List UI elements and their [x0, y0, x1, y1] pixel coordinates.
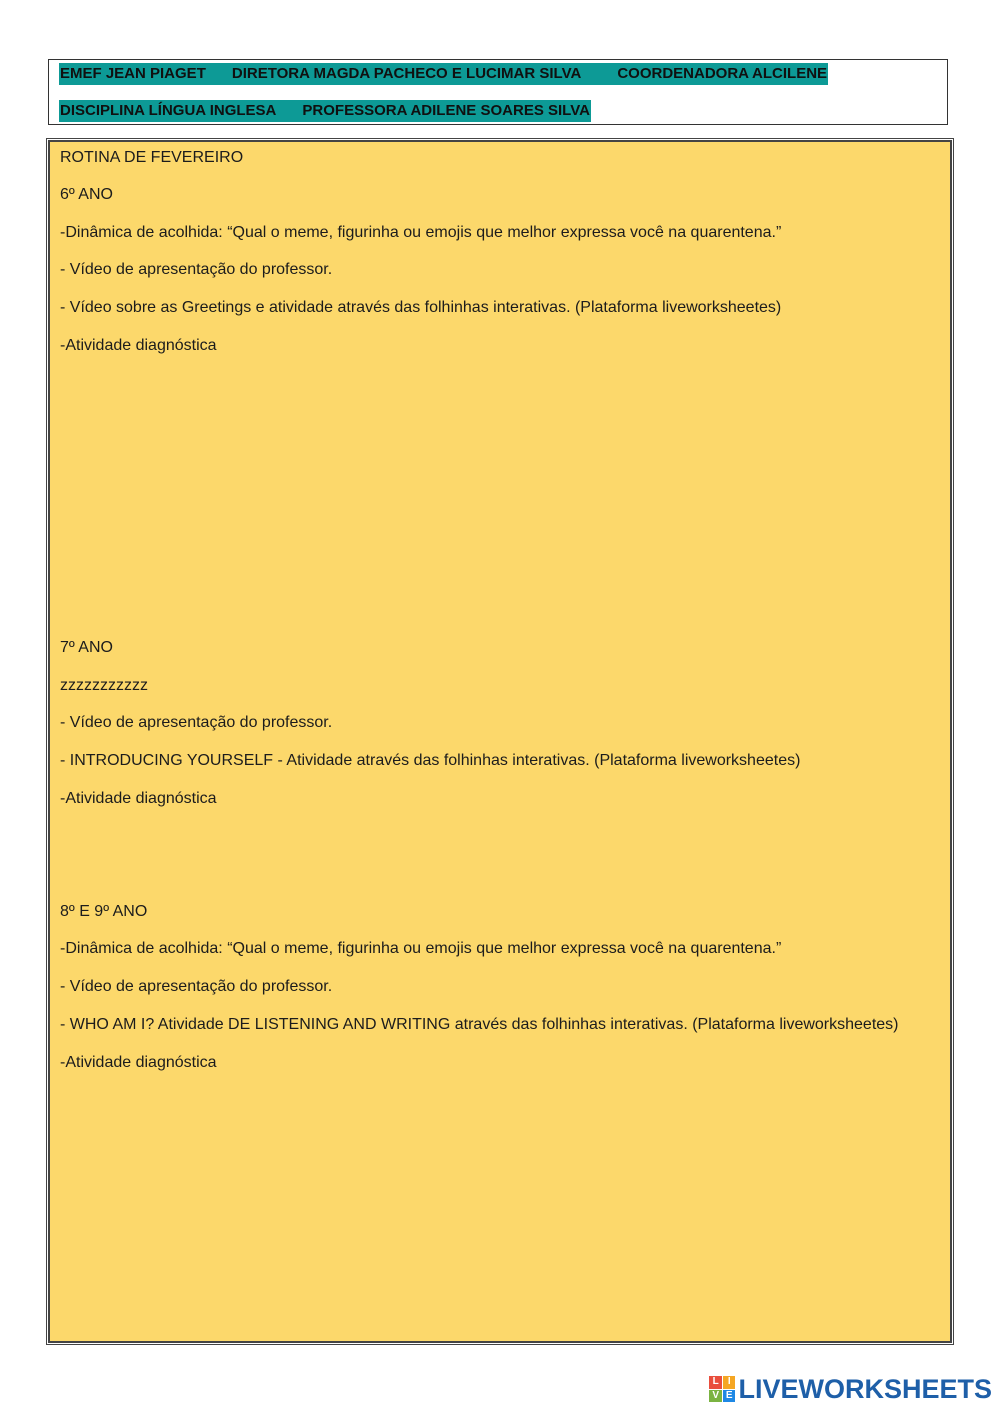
- section-8-9-item-1: -Dinâmica de acolhida: “Qual o meme, figurinha ou emojis que melhor expressa você na quarentena.”: [60, 940, 782, 957]
- discipline: DISCIPLINA LÍNGUA INGLESA: [60, 102, 277, 119]
- logo-letter-l: L: [709, 1376, 722, 1389]
- teacher-name: PROFESSORA ADILENE SOARES SILVA: [302, 102, 590, 119]
- section-7-item-4: -Atividade diagnóstica: [60, 790, 217, 807]
- section-8-9-item-2: - Vídeo de apresentação do professor.: [60, 978, 333, 995]
- header-line-1: [59, 63, 828, 85]
- section-6-item-2: - Vídeo de apresentação do professor.: [60, 261, 333, 278]
- section-7-item-3: - INTRODUCING YOURSELF - Atividade através das folhinhas interativas. (Plataforma liveworksheetes): [60, 752, 801, 769]
- section-6-item-1: -Dinâmica de acolhida: “Qual o meme, figurinha ou emojis que melhor expressa você na quarentena.”: [60, 224, 782, 241]
- liveworksheets-logo[interactable]: [709, 1373, 992, 1405]
- logo-letter-i: I: [723, 1376, 736, 1389]
- section-8-9-item-3: - WHO AM I? Atividade DE LISTENING AND WRITING através das folhinhas interativas. (Plataforma liveworksheetes): [60, 1016, 899, 1033]
- school-name: EMEF JEAN PIAGET: [60, 65, 206, 82]
- routine-title: ROTINA DE FEVEREIRO: [60, 149, 244, 166]
- section-6-item-4: -Atividade diagnóstica: [60, 337, 217, 354]
- section-7-item-2: - Vídeo de apresentação do professor.: [60, 714, 333, 731]
- logo-letter-v: V: [709, 1390, 722, 1403]
- logo-letter-e: E: [723, 1390, 736, 1403]
- section-heading-8-9: 8º E 9º ANO: [60, 903, 148, 920]
- header-line-2: [59, 100, 591, 122]
- section-heading-7: 7º ANO: [60, 639, 113, 656]
- director-names: DIRETORA MAGDA PACHECO E LUCIMAR SILVA: [231, 65, 582, 82]
- section-7-item-1: zzzzzzzzzzz: [60, 677, 148, 694]
- routine-box: [48, 140, 952, 1343]
- header-box: [48, 59, 948, 125]
- section-heading-6: 6º ANO: [60, 186, 113, 203]
- section-8-9-item-4: -Atividade diagnóstica: [60, 1054, 217, 1071]
- logo-mark-icon: [709, 1376, 735, 1402]
- coordinator-name: COORDENADORA ALCILENE: [617, 65, 828, 82]
- logo-text: LIVEWORKSHEETS: [738, 1373, 992, 1404]
- section-6-item-3: - Vídeo sobre as Greetings e atividade através das folhinhas interativas. (Plataforma liveworksheetes): [60, 299, 782, 316]
